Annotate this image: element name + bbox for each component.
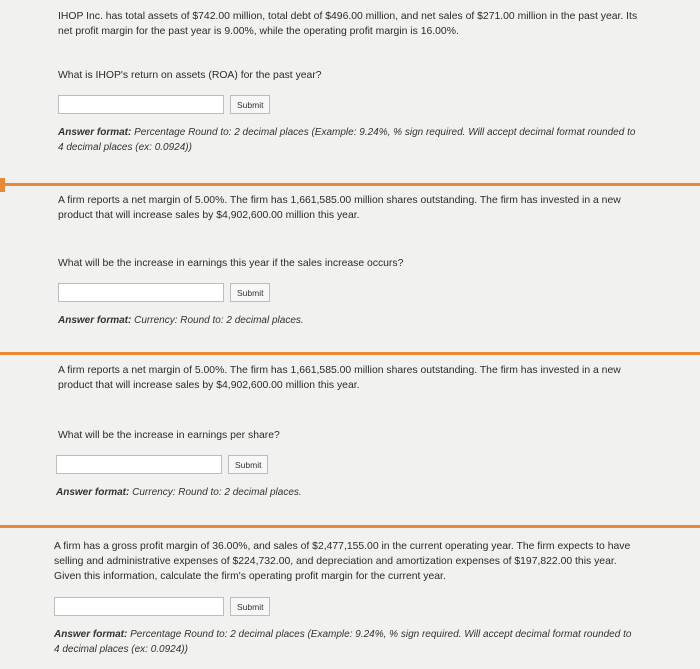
problem-1-answer-input[interactable] <box>58 95 224 114</box>
section-divider <box>0 352 700 355</box>
answer-format-label: Answer format: <box>56 487 130 498</box>
problem-4-answer-row <box>54 597 270 616</box>
problem-3-question: What will be the increase in earnings per share? <box>58 430 280 441</box>
problem-1-text: IHOP Inc. has total assets of $742.00 million, total debt of $496.00 million, and net sales of $271.00 million in the past year. Its net profit margin for the past year is 9.00%, while the operating profit margin is 16.00%. <box>58 11 638 37</box>
answer-format-label: Answer format: <box>58 315 132 326</box>
answer-format-text: Currency: Round to: 2 decimal places. <box>132 487 302 498</box>
problem-1-answer-row <box>58 95 270 114</box>
problem-3-submit-button[interactable]: Submit <box>228 455 268 474</box>
section-divider <box>0 525 700 528</box>
problem-4-submit-button[interactable]: Submit <box>230 597 270 616</box>
problem-1-question: What is IHOP's return on assets (ROA) for the past year? <box>58 70 322 81</box>
answer-format-text: Percentage Round to: 2 decimal places (Example: 9.24%, % sign required. Will accept decimal format rounded to 4 decimal places (ex: 0.0924)) <box>58 127 636 153</box>
problem-3-answer-format <box>56 485 636 500</box>
problem-2-submit-button[interactable]: Submit <box>230 283 270 302</box>
answer-format-label: Answer format: <box>58 127 132 138</box>
problem-2-answer-row <box>58 283 270 302</box>
problem-1-submit-button[interactable]: Submit <box>230 95 270 114</box>
problem-2-text: A firm reports a net margin of 5.00%. The firm has 1,661,585.00 million shares outstanding. The firm has invested in a new product that will increase sales by $4,902,600.00 million this year. <box>58 195 621 221</box>
problem-2-answer-format <box>58 313 638 328</box>
problem-2-question: What will be the increase in earnings this year if the sales increase occurs? <box>58 258 404 269</box>
problem-3-answer-input[interactable] <box>56 455 222 474</box>
answer-format-text: Currency: Round to: 2 decimal places. <box>134 315 304 326</box>
problem-3-answer-row <box>56 455 268 474</box>
problem-4-answer-format <box>54 627 639 657</box>
answer-format-label: Answer format: <box>54 629 128 640</box>
section-divider <box>0 183 700 186</box>
problem-2-answer-input[interactable] <box>58 283 224 302</box>
answer-format-text: Percentage Round to: 2 decimal places (Example: 9.24%, % sign required. Will accept decimal format rounded to 4 decimal places (ex: 0.0924)) <box>54 629 632 655</box>
problem-4-answer-input[interactable] <box>54 597 224 616</box>
problem-3-text: A firm reports a net margin of 5.00%. The firm has 1,661,585.00 million shares outstanding. The firm has invested in a new product that will increase sales by $4,902,600.00 million this year. <box>58 365 621 391</box>
problem-4-text: A firm has a gross profit margin of 36.00%, and sales of $2,477,155.00 in the current operating year. The firm expects to have selling and administrative expenses of $224,732.00, and depreciation and amortization expenses of $197,822.00 this year. Given this information, calculate the firm's operating profit margin for the current year. <box>54 541 631 582</box>
problem-1-answer-format <box>58 125 638 155</box>
